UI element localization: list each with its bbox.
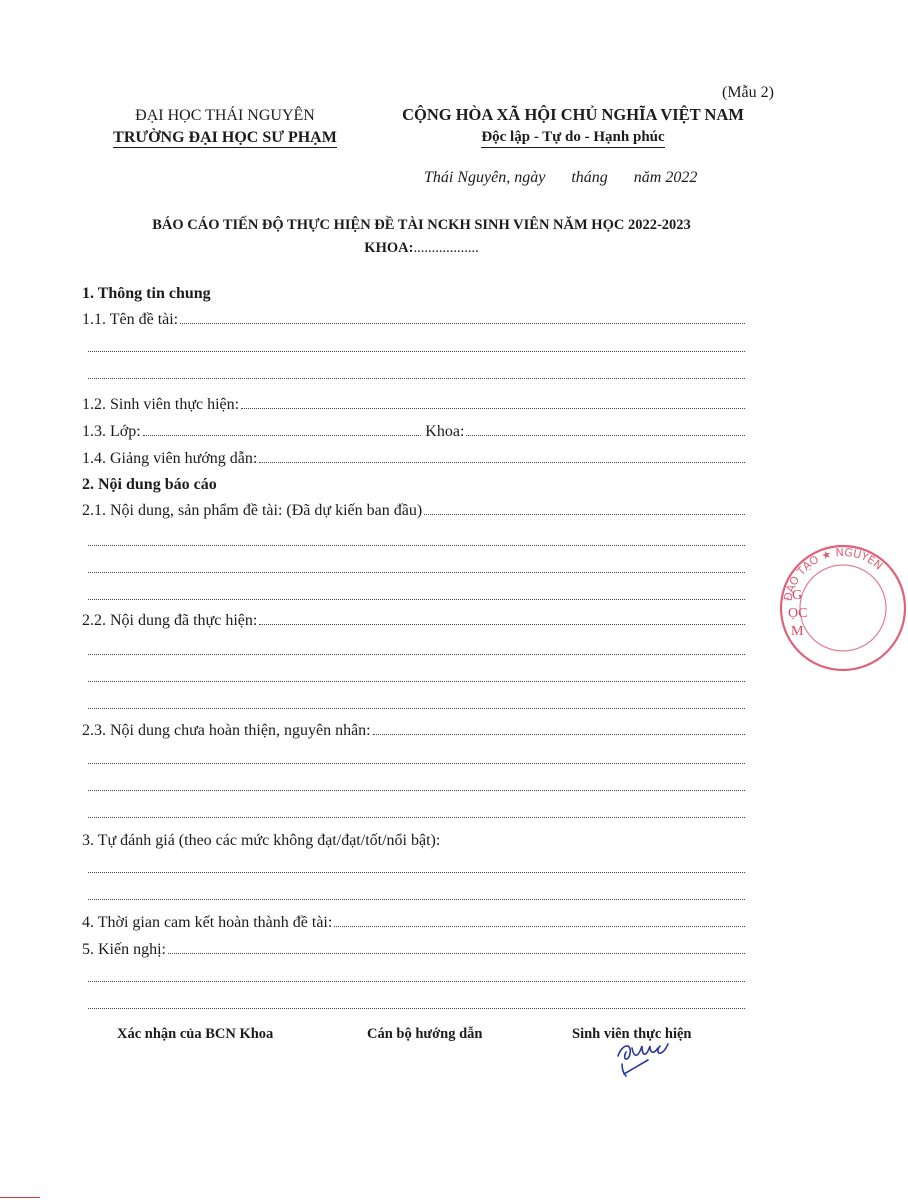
incomplete-row xyxy=(82,722,745,740)
date-month: tháng xyxy=(571,169,608,186)
seal-inner-line-1: G xyxy=(792,588,803,603)
topic-name-row xyxy=(82,311,745,329)
planned-line-4[interactable] xyxy=(88,599,745,600)
planned-label: 2.1. Nội dung, sản phẩm đề tài: (Đã dự kiến ban đầu) xyxy=(82,502,423,519)
proposal-label: 5. Kiến nghị: xyxy=(82,941,166,958)
proposal-row xyxy=(82,941,745,959)
handwritten-signature xyxy=(616,1024,696,1080)
incomplete-line-4[interactable] xyxy=(88,817,745,818)
faculty-title-blank: .................. xyxy=(413,240,479,256)
class-faculty-row xyxy=(82,423,745,441)
report-title: BÁO CÁO TIẾN ĐỘ THỰC HIỆN ĐỀ TÀI NCKH SINH VIÊN NĂM HỌC 2022-2023 xyxy=(152,217,691,233)
student-signature-label: Sinh viên thực hiện xyxy=(572,1026,692,1042)
students-field[interactable] xyxy=(241,396,745,409)
national-title: CỘNG HÒA XÃ HỘI CHỦ NGHĨA VIỆT NAM xyxy=(402,105,744,124)
topic-name-label: 1.1. Tên đề tài: xyxy=(82,311,179,328)
official-seal xyxy=(778,543,908,673)
planned-row xyxy=(82,502,745,520)
seal-ring-text: ĐÀO TẠO ★ NGUYÊN xyxy=(781,545,886,603)
proposal-line-3[interactable] xyxy=(88,1008,745,1009)
form-code: (Mẫu 2) xyxy=(722,84,774,101)
school-name: TRƯỜNG ĐẠI HỌC SƯ PHẠM xyxy=(113,129,337,146)
self-eval-row xyxy=(82,832,745,850)
incomplete-line-3[interactable] xyxy=(88,790,745,791)
done-label: 2.2. Nội dung đã thực hiện: xyxy=(82,612,258,629)
topic-name-line-2[interactable] xyxy=(88,351,745,352)
planned-line-2[interactable] xyxy=(88,545,745,546)
incomplete-field[interactable] xyxy=(373,722,745,735)
issuer-header xyxy=(80,105,370,149)
incomplete-label: 2.3. Nội dung chưa hoàn thiện, nguyên nhân: xyxy=(82,722,371,739)
proposal-line-2[interactable] xyxy=(88,981,745,982)
done-line-3[interactable] xyxy=(88,681,745,682)
date-line xyxy=(424,169,697,187)
planned-line-3[interactable] xyxy=(88,572,745,573)
faculty-board-signature-label: Xác nhận của BCN Khoa xyxy=(117,1026,274,1042)
national-motto: Độc lập - Tự do - Hạnh phúc xyxy=(481,128,664,148)
self-eval-label: 3. Tự đánh giá (theo các mức không đạt/đạt/tốt/nổi bật): xyxy=(82,832,441,849)
deadline-row xyxy=(82,914,745,932)
done-line-4[interactable] xyxy=(88,708,745,709)
self-eval-line-1[interactable] xyxy=(88,872,745,873)
section-report-heading: 2. Nội dung báo cáo xyxy=(82,476,217,493)
date-year: năm 2022 xyxy=(633,169,698,186)
seal-inner-line-3: M xyxy=(791,624,804,639)
national-header xyxy=(373,104,773,148)
advisor-signature-label: Cán bộ hướng dẫn xyxy=(367,1026,483,1042)
topic-name-field[interactable] xyxy=(180,311,745,324)
faculty-label: Khoa: xyxy=(425,423,465,440)
faculty-field[interactable] xyxy=(466,423,745,436)
done-line-2[interactable] xyxy=(88,654,745,655)
deadline-label: 4. Thời gian cam kết hoàn thành đề tài: xyxy=(82,914,333,931)
topic-name-line-3[interactable] xyxy=(88,378,745,379)
supervisor-row xyxy=(82,450,745,468)
supervisor-field[interactable] xyxy=(259,450,745,463)
students-label: 1.2. Sinh viên thực hiện: xyxy=(82,396,240,413)
class-field[interactable] xyxy=(143,423,422,436)
faculty-title xyxy=(80,240,763,257)
deadline-field[interactable] xyxy=(334,914,745,927)
incomplete-line-2[interactable] xyxy=(88,763,745,764)
section-general-heading: 1. Thông tin chung xyxy=(82,285,211,302)
page-edge-mark xyxy=(0,1197,40,1198)
self-eval-line-2[interactable] xyxy=(88,899,745,900)
proposal-field[interactable] xyxy=(168,941,745,954)
done-row xyxy=(82,612,745,630)
students-row xyxy=(82,396,745,414)
planned-field[interactable] xyxy=(424,502,745,515)
university-name: ĐẠI HỌC THÁI NGUYÊN xyxy=(135,107,315,124)
seal-inner-line-2: ỌC xyxy=(788,606,808,621)
class-label: 1.3. Lớp: xyxy=(82,423,141,440)
date-place-day: Thái Nguyên, ngày xyxy=(424,169,546,186)
done-field[interactable] xyxy=(259,612,745,625)
faculty-title-label: KHOA: xyxy=(364,240,414,256)
supervisor-label: 1.4. Giảng viên hướng dẫn: xyxy=(82,450,258,467)
